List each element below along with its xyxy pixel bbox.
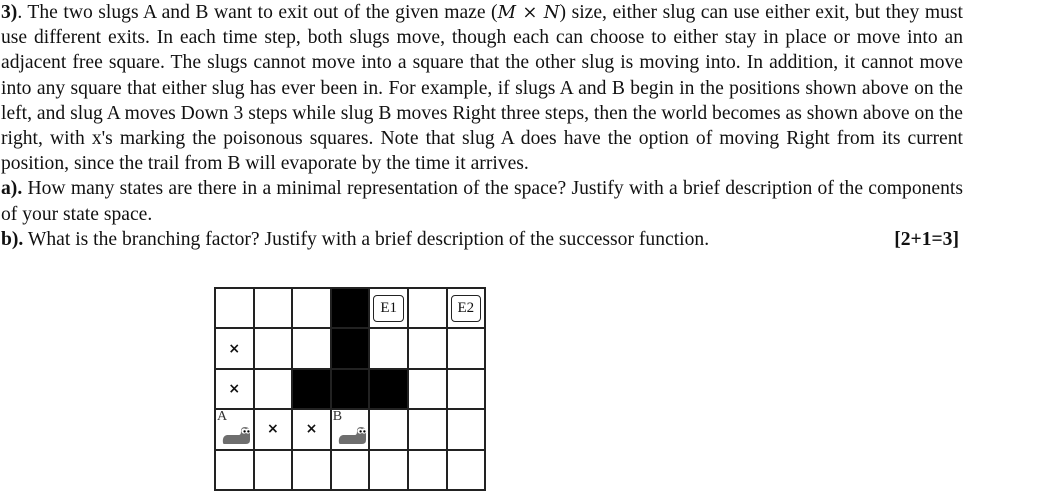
- maze-cell: [255, 370, 294, 410]
- maze-cell: [332, 451, 371, 491]
- maze-cell: [370, 451, 409, 491]
- maze-cell: [293, 289, 332, 329]
- question-text-part2: ) size, either slug can use either exit, but they must use different exits. In each time step, both slugs move, though each can choose to either stay in place or move into an adjacent free square. The slugs cannot move into a square that the other slug is moving into. In addition, it cannot move into any square that either slug has ever been in. For example, if slugs A and B begin in the positions shown above on the left, and slug A moves Down 3 steps while slug B moves Right three steps, then the world becomes as shown above on the right, with x's marking the poisonous squares. Note that slug A does have the option of moving Right from its current position, since the trail from B will evaporate by the time it arrives.: [1, 2, 963, 175]
- slug-a-cell: [216, 410, 255, 450]
- part-b-text: What is the branching factor? Justify with a brief description of the successor function.: [23, 228, 710, 250]
- slug-b-label: B: [332, 409, 343, 425]
- maze-cell: [409, 410, 448, 450]
- maze-cell: [409, 370, 448, 410]
- maze-cell: [370, 410, 409, 450]
- slug-icon: [335, 414, 369, 446]
- part-b: [1, 227, 963, 252]
- math-m: M: [497, 2, 517, 23]
- question-number: 3): [1, 2, 18, 23]
- exit-label-e2: E2: [451, 295, 482, 322]
- math-times: ×: [516, 2, 544, 23]
- maze-cell: [448, 410, 487, 450]
- part-b-label: b).: [1, 228, 24, 250]
- question-paragraph: [1, 0, 963, 176]
- wall-cell: [332, 329, 371, 369]
- maze-cell: [293, 451, 332, 491]
- exit-label-e1: E1: [373, 295, 404, 322]
- maze-cell: [448, 451, 487, 491]
- trail-mark: ×: [228, 340, 241, 357]
- part-a: [1, 176, 963, 226]
- marks: [2+1=3]: [894, 228, 959, 250]
- maze-cell: [293, 329, 332, 369]
- exit-cell-e2: [448, 289, 487, 329]
- maze-cell: [255, 289, 294, 329]
- maze-cell: [409, 289, 448, 329]
- trail-mark: ×: [305, 421, 318, 438]
- maze-cell: [409, 451, 448, 491]
- wall-cell: [332, 370, 371, 410]
- trail-cell: [216, 370, 255, 410]
- maze-cell: [448, 370, 487, 410]
- exit-cell-e1: [370, 289, 409, 329]
- trail-mark: ×: [228, 380, 241, 397]
- trail-cell: [293, 410, 332, 450]
- part-a-label: a).: [1, 178, 23, 200]
- maze-cell: [255, 451, 294, 491]
- maze-grid: [214, 287, 486, 491]
- wall-cell: [370, 370, 409, 410]
- maze-cell: [216, 289, 255, 329]
- maze-cell: [409, 329, 448, 369]
- question-text-part1: . The two slugs A and B want to exit out of the given maze (: [17, 2, 498, 23]
- maze-cell: [448, 329, 487, 369]
- wall-cell: [332, 289, 371, 329]
- slug-icon: [219, 414, 253, 446]
- maze-cell: [255, 329, 294, 369]
- trail-cell: [255, 410, 294, 450]
- wall-cell: [293, 370, 332, 410]
- slug-b-cell: [332, 410, 371, 450]
- part-a-text: How many states are there in a minimal representation of the space? Justify with a brief description of the components of your state space.: [1, 178, 963, 225]
- maze-cell: [370, 329, 409, 369]
- math-n: N: [543, 2, 560, 23]
- question-text: [1, 0, 963, 252]
- maze-cell: [216, 451, 255, 491]
- slug-a-label: A: [217, 409, 228, 425]
- trail-mark: ×: [267, 421, 279, 438]
- trail-cell: [216, 329, 255, 369]
